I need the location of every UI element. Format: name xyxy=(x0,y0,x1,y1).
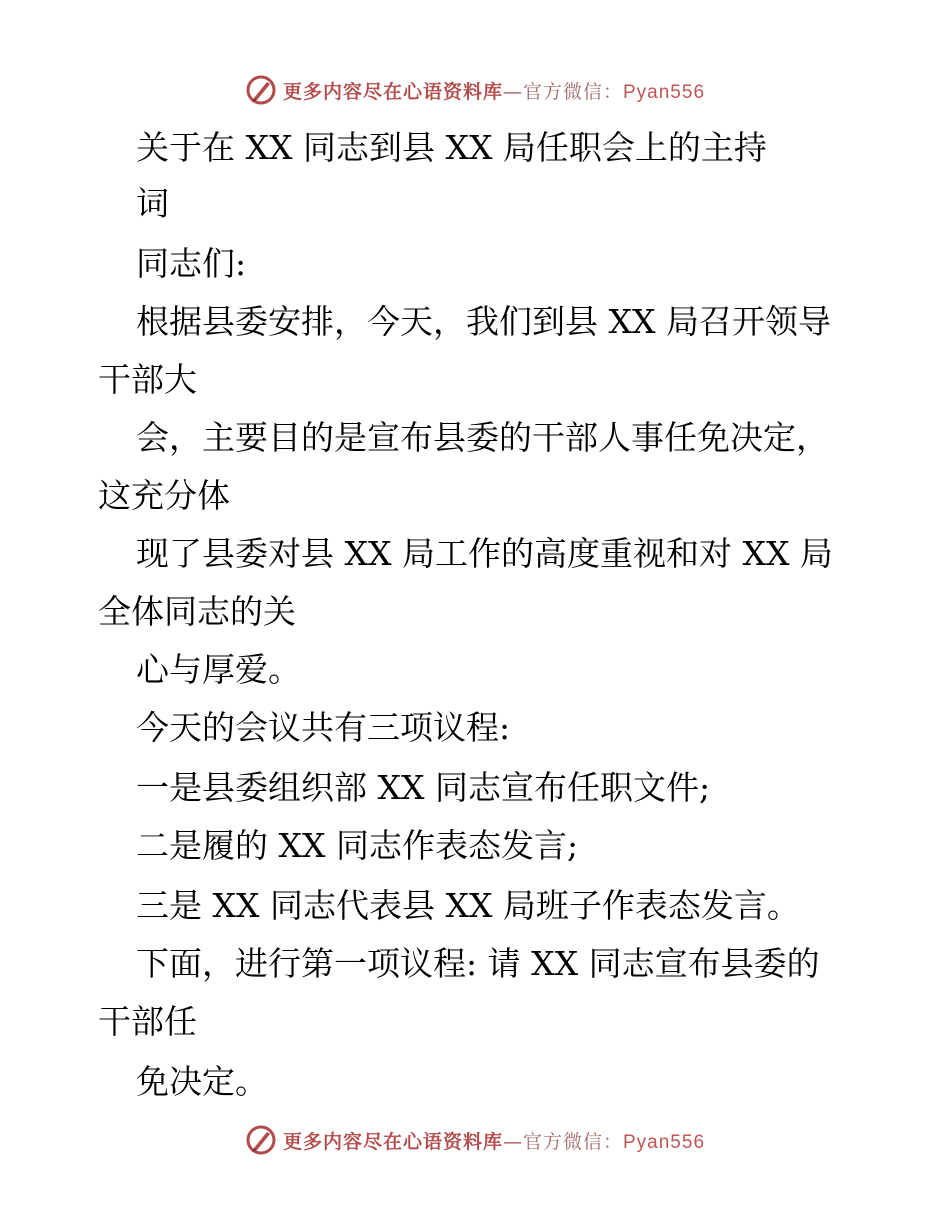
doc-line: 全体同志的关 xyxy=(98,592,296,631)
quill-pen-logo-icon xyxy=(245,74,277,106)
doc-line: 这充分体 xyxy=(98,476,230,515)
footer-banner xyxy=(0,1120,950,1160)
doc-line: 会，主要目的是宣布县委的干部人事任免决定， xyxy=(136,418,829,457)
doc-title-line-1: 关于在 XX 同志到县 XX 局任职会上的主持 xyxy=(136,128,767,167)
doc-line: 现了县委对县 XX 局工作的高度重视和对 XX 局 xyxy=(136,534,833,573)
quill-pen-logo-icon xyxy=(245,1124,277,1156)
doc-line: 今天的会议共有三项议程: xyxy=(136,708,511,747)
banner-text xyxy=(283,1127,705,1154)
banner-separator: — xyxy=(502,1130,523,1153)
doc-line: 一是县委组织部 XX 同志宣布任职文件; xyxy=(136,768,711,807)
doc-line: 同志们: xyxy=(136,244,247,283)
doc-line: 三是 XX 同志代表县 XX 局班子作表态发言。 xyxy=(136,886,800,925)
banner-wechat-label: 官方微信： xyxy=(522,1130,623,1153)
banner-site-text: 更多内容尽在心语资料库 xyxy=(282,1130,503,1153)
doc-line: 免决定。 xyxy=(136,1062,268,1101)
doc-line: 根据县委安排，今天，我们到县 XX 局召开领导 xyxy=(136,302,831,341)
banner-site-text: 更多内容尽在心语资料库 xyxy=(282,80,503,103)
doc-line: 心与厚爱。 xyxy=(136,650,301,689)
banner-wechat-id: Pyan556 xyxy=(623,81,706,103)
doc-line: 二是履的 XX 同志作表态发言; xyxy=(136,826,579,865)
banner-separator: — xyxy=(502,80,523,103)
doc-line: 下面，进行第一项议程: 请 XX 同志宣布县委的 xyxy=(136,944,820,983)
doc-line: 干部任 xyxy=(98,1002,197,1041)
header-banner xyxy=(0,70,950,110)
doc-line: 干部大 xyxy=(98,360,197,399)
banner-wechat-label: 官方微信： xyxy=(522,80,623,103)
doc-title-line-2: 词 xyxy=(136,184,169,223)
banner-text xyxy=(283,77,705,104)
banner-wechat-id: Pyan556 xyxy=(623,1131,706,1153)
